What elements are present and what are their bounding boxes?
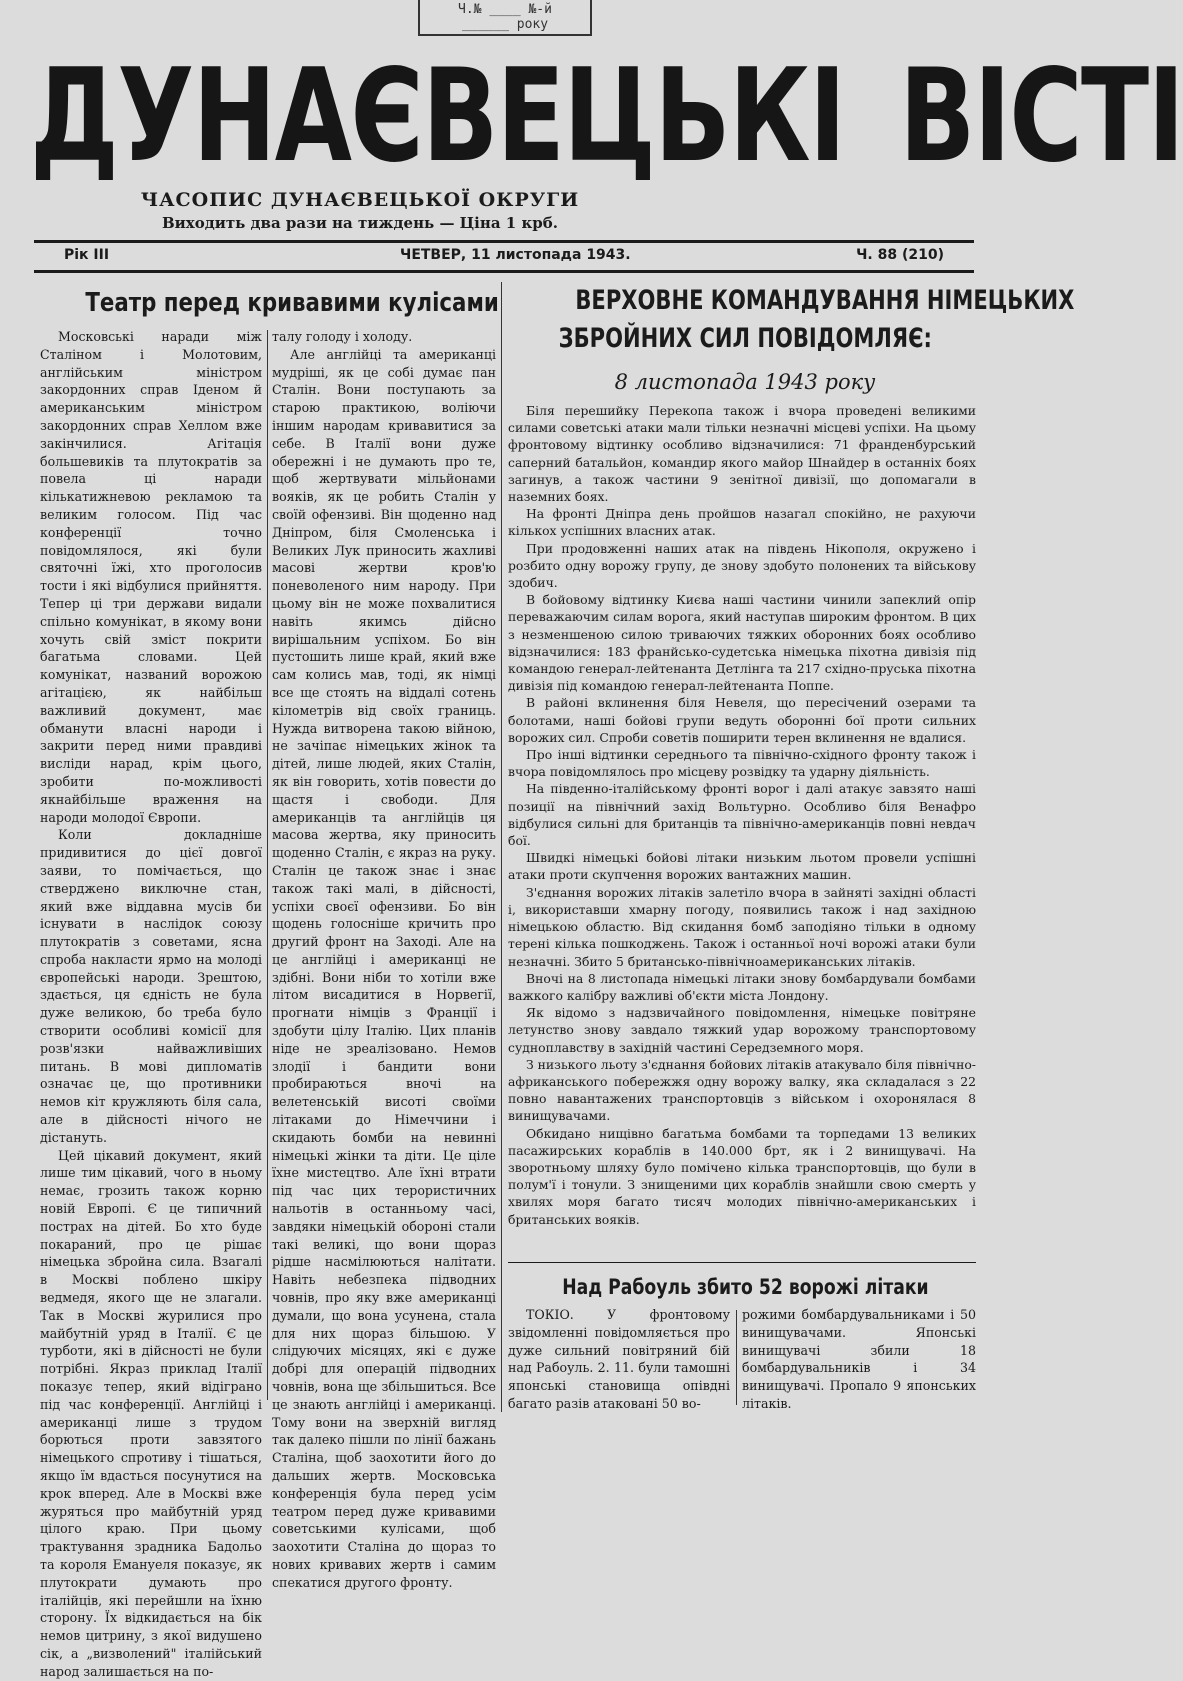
paragraph: В районі вклинення біля Невеля, що пересічений озерами та болотами, наші бойові групи ведуть оборонні бої проти сильних ворожих сил. Спроби советів поширити терен вклинення не вдалися.	[508, 695, 976, 745]
bottom-article-column-1	[508, 1306, 730, 1411]
issue-date: ЧЕТВЕР, 11 листопада 1943.	[400, 247, 631, 263]
right-headline-line-2: ЗБРОЙНИХ СИЛ ПОВІДОМЛЯЄ:	[558, 323, 932, 354]
column-divider-left	[267, 330, 268, 1400]
masthead-word-1: ДУНАЄВЕЦЬКІ	[30, 42, 845, 191]
masthead-rule-bottom	[34, 270, 974, 273]
paragraph: Але англійці та американці мудріші, як це собі думає пан Сталін. Вони поступають за старою практикою, воліючи іншим народам кривавитися за себе. В Італії вони дуже обережні і не думають про те, щоб жертвувати мільйонами вояків, як це робить Сталін у своїй офензиві. Він щоденно над Дніпром, біля Смоленська і Великих Лук приносить жахливі масові жертви кров'ю поневоленого ним народу. При цьому він не може похвалитися навіть якимсь дійсно вирішальним успіхом. Бо він пустошить лише край, який вже сам колись мав, тоді, як німці все ще стоять на віддалі сотень кілометрів від своїх границь. Нужда витворена такою війною, не зачіпає німецьких жінок та дітей, лише людей, яких Сталін, як він говорить, хотів повести до щастя і свободи. Для американців та англійців ця масова жертва, яку приносить щоденно Сталін, є якраз на руку. Сталін це також знає і знає також такі малі, в дійсності, успіхи своєї офензиви. Бо він щодень голосніше кричить про другий фронт на Заході. Але на це англійці і американці не здібні. Вони ніби то хотіли вже літом висадитися в Норвегії, прогнати німців з Франції і здобути цілу Італію. Цих планів ніде не зреалізовано. Немов злодії і бандити вони пробираються вночі на велетенській висоті своїми літаками до Німеччини і скидають бомби на невинні німецькі жінки та діти. Це ціле їхне мистецтво. Але їхні втрати під час цих терористичних нальотів в останньому часі, завдяки німецькій обороні стали такі великі, що вони щораз рідше насмілюються налітати. Навіть небезпека підводних човнів, про яку вже американці думали, що вона усунена, стала для них щораз більшою. У слідуючих місяцях, які є дуже добрі для операцій підводних човнів, вона ще збільшиться. Все це знають англійці і американці. Тому вони на зверхній вигляд так далеко пішли по лінії бажань Сталіна, щоб заохотити його до дальших жертв. Московська конференція була перед усім театром перед дуже кривавими советськими кулісами, щоб заохотити Сталіна до щораз то нових кривавих жертв і самим спекатися другого фронту.	[272, 346, 496, 1590]
bottom-article-column-2	[742, 1306, 976, 1411]
paragraph: При продовженні наших атак на південь Нікополя, окружено і розбито одну ворожу групу, де знову здобуто полонених та військову здобич.	[508, 540, 976, 591]
right-article-date: 8 листопада 1943 року	[614, 370, 876, 394]
masthead-subline: Виходить два рази на тиждень — Ціна 1 крб.	[161, 214, 558, 232]
paragraph: В бойовому відтинку Києва наші частини чинили запеклий опір переважаючим силам ворога, який наступав широким фронтом. В цих з незменшеною силою триваючих тяжких оборонних боях особливо відзначилися: 183 франйсько-судетська німецька піхотна дивізія під командою генерал-лейтенанта Детлінга та 217 східно-пруська піхотна дивізія під командою генерал-лейтенанта Поппе.	[508, 592, 976, 694]
masthead-rule-top	[34, 240, 974, 243]
paragraph: Про інші відтинки середнього та північно-східного фронту також і вчора повідомлялось про місцеву розвідку та ударну діяльність.	[508, 747, 976, 780]
paragraph: Вночі на 8 листопада німецькі літаки знову бомбардували бомбами важкого калібру важливі об'єкти міста Лондону.	[508, 970, 976, 1003]
paragraph: талу голоду і холоду.	[272, 329, 413, 344]
paragraph: Обкидано нищівно багатьма бомбами та торпедами 13 великих пасажирських кораблів в 140.000 брт, як і 2 винищувачі. На зворотньому шляху було помічено кілька транспортовців, що були в полум'ї і тонули. З знищеними цих кораблів знайшли свою смерть у хвилях моря багато тисяч молодих північно-американських і британських вояків.	[508, 1125, 976, 1227]
paragraph: На фронті Дніпра день пройшов назагал спокійно, не рахуючи кількох успішних власних атак.	[508, 506, 976, 539]
paragraph: З'єднання ворожих літаків залетіло вчора в зайняті західні області і, використавши хмарну погоду, появились також і над західною німецькою областю. Від скидання бомб заподіяно тільки в одному терені кілька пошкоджень. Також і останньої ночі ворожі атаки були незначні. Збито 5 британсько-північноамериканських літаків.	[508, 884, 976, 969]
issue-number: Ч. 88 (210)	[856, 247, 944, 263]
right-article-headline	[505, 282, 1075, 358]
paragraph: ТОКІО. У фронтовому звідомленні повідомляється про дуже сильний повітряний бій над Рабоуль. 2. 11. були тамошні японські становища опівдні багато разів атаковані 50 во-	[508, 1307, 730, 1411]
column-divider-center	[501, 282, 502, 1412]
masthead-subtitle: ЧАСОПИС ДУНАЄВЕЦЬКОЇ ОКРУГИ	[140, 189, 580, 211]
column-divider-bottom	[736, 1310, 737, 1405]
issue-info-bar	[64, 247, 944, 269]
paragraph: Як відомо з надзвичайного повідомлення, німецьке повітряне летунство знову завдало тяжкий удар ворожому транспортовому судноплавству в західній частині Середземного моря.	[508, 1005, 976, 1055]
paragraph: Цей цікавий документ, який лише тим цікавий, чого в ньому немає, грозить також корню новій Европі. Є це типичний пострах на дітей. Бо хто буде покараний, про це рішає німецька збройна сила. Взагалі в Москві поблено шкіру ведмедя, якого ще не злагали. Так в Москві журилися про майбутній уряд в Італії. Є це турботи, які в дійсності не були потрібні. Якраз приклад Італії показує тепер, який відіграно під час конференції. Англійці і американці лише з трудом борються проти завзятого німецького спротиву і тішаться, якщо їм вдасться посунутися на крок вперед. Але в Москві вже журяться про майбутній уряд цілого краю. При цьому трактування зрадника Бадольо та короля Емануеля показує, як плутократи думають про італійців, які перейшли на їхню сторону. Їх відкидається на бік немов цитрину, з якої видушено сік, а „визволений" італійський народ залишається на по-	[40, 1147, 262, 1679]
left-article-column-2	[272, 328, 496, 1590]
masthead-title	[30, 22, 1183, 212]
left-article-column-1	[40, 328, 262, 1679]
paragraph: Коли докладніше придивитися до цієї довгої заяви, то помічається, що стверджено виключне стан, який вже віддавна мусів би існувати в наслідок союзу плутократів з советами, ясна спроба накласти ярмо на молоді європейські народи. Зрештою, здається, ця єдність не була дуже великою, бо треба було створити особливі комісії для розв'язки найважливіших питань. В мові дипломатів означає це, що противники немов кіт кружляють біля сала, але в дійсності нічого не дістануть.	[40, 827, 262, 1145]
paragraph: Московські наради між Сталіном і Молотовим, англійським міністром закордонних справ Іденом й американським міністром закордонних справ Хеллом вже закінчилися. Агітація большевиків та плутократів за повела ці наради кількатижневою рекламою та великим голосом. Під час конференції точно повідомлялося, які були святочні їжі, хто проголосив тости і які відбулися прийняття. Тепер ці три держави видали спільно комунікат, в якому вони хочуть свій зміст покрити багатьма словами. Цей комунікат, названий ворожою агітацією, як найбільш важливий документ, має обманути власні народи і закрити перед ними правдиві висліди нарад, крім цього, зробити по-можливості якнайбільше враження на народи молодої Європи.	[40, 329, 262, 825]
left-article-headline: Театр перед кривавими кулісами	[85, 288, 499, 318]
bottom-article-rule	[508, 1262, 976, 1263]
right-headline-line-1: ВЕРХОВНЕ КОМАНДУВАННЯ НІМЕЦЬКИХ	[575, 285, 1075, 316]
masthead-word-2: ВІСТІ	[899, 42, 1183, 191]
paragraph: рожими бомбардувальниками і 50 винищувачами. Японські винищувачі збили 18 бомбардувальників і 34 винищувачі. Пропало 9 японських літаків.	[742, 1307, 976, 1411]
paragraph: Швидкі німецькі бойові літаки низьким льотом провели успішні атаки проти скупчення ворожих вантажних машин.	[508, 850, 976, 883]
paragraph: На південно-італійському фронті ворог і далі атакує завзято наші позиції на північний захід Вольтурно. Особливо біля Венафро відбулися сильні для британців та північно-американців повні невдач бої.	[508, 781, 976, 849]
issue-year: Рік III	[64, 247, 110, 263]
right-article-body	[508, 402, 976, 1260]
bottom-article-headline: Над Рабоуль збито 52 ворожі літаки	[561, 1275, 929, 1299]
stamp-line-1: Ч.№ ____ №-й	[458, 2, 552, 17]
paragraph: Біля перешийку Перекопа також і вчора проведені великими силами советські атаки мали тільки незначні місцеві успіхи. На цьому фронтовому відтинку особливо відзначилися: 71 франденбурський саперний батальйон, командир якого майор Шнайдер в останніх боях загинув, а також частини 9 зенітної дивізії, що допомагали в наземних боях.	[508, 403, 976, 505]
stamp-line-2: ______ року	[461, 17, 549, 32]
paragraph: З низького льоту з'єднання бойових літаків атакувало біля північно-африканського побережжя одну ворожу валку, яка складалася з 22 повно навантажених транспортовців з військом і охоронялася 8 винищувачами.	[508, 1056, 976, 1124]
